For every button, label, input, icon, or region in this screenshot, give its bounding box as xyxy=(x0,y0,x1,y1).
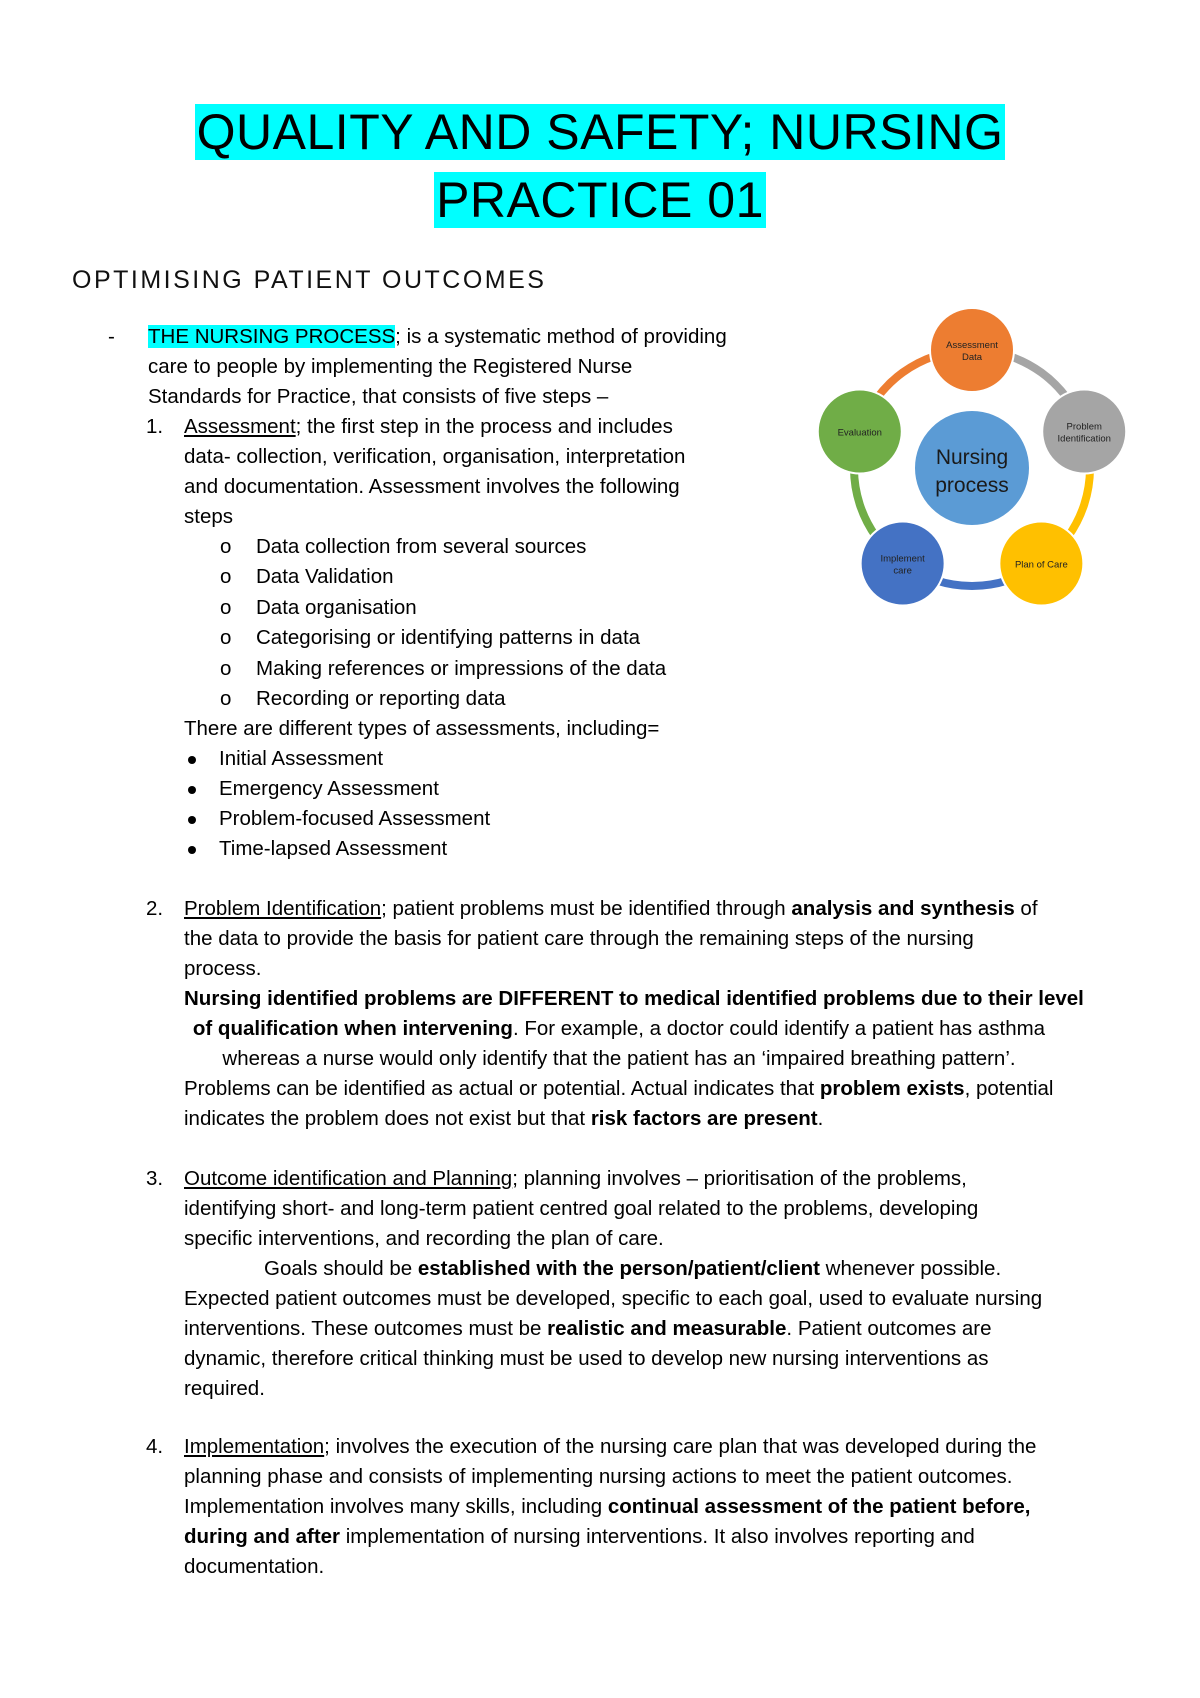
assessment-type-item: Emergency Assessment xyxy=(219,777,439,800)
process-node-label: Plan of Care xyxy=(1014,559,1068,571)
step-2-line-4: Nursing identified problems are DIFFERENT to medical identified problems due to their level xyxy=(184,987,1084,1010)
step-4-line-5: documentation. xyxy=(184,1555,325,1578)
assessment-type-item: Initial Assessment xyxy=(219,747,384,770)
problem-identification-term: Problem Identification xyxy=(184,897,382,920)
substep-item: Categorising or identifying patterns in data xyxy=(256,626,641,650)
step-3-line-2: identifying short- and long-term patient centred goal related to the problems, developing xyxy=(184,1197,979,1220)
substep-marker: o xyxy=(220,687,232,710)
cycle-connector-arc xyxy=(1009,356,1067,398)
assessment-type-item: Problem-focused Assessment xyxy=(219,807,491,830)
types-intro: There are different types of assessments, including= xyxy=(184,717,660,740)
step-1-line-3: and documentation. Assessment involves the following xyxy=(184,475,680,498)
process-node-label: Data xyxy=(961,352,983,363)
step-3-line-3: specific interventions, and recording the plan of care. xyxy=(184,1227,664,1250)
intro-line-2: care to people by implementing the Registered Nurse xyxy=(148,355,633,378)
substep-item: Data organisation xyxy=(256,595,417,619)
step-2-line-7: Problems can be identified as actual or potential. Actual indicates that problem exists, potential xyxy=(184,1077,1054,1100)
step-3-line-5: Expected patient outcomes must be developed, specific to each goal, used to evaluate nursing xyxy=(184,1287,1043,1310)
step-3-line-6: interventions. These outcomes must be realistic and measurable. Patient outcomes are xyxy=(184,1317,992,1340)
bullet-icon xyxy=(188,816,196,824)
step-2-line-5: of qualification when intervening. For example, a doctor could identify a patient has asthma xyxy=(192,1017,1046,1040)
center-label-line-2: process xyxy=(935,474,1009,497)
step-2-line-8: indicates the problem does not exist but that risk factors are present. xyxy=(184,1107,824,1130)
step-3-line-7: dynamic, therefore critical thinking must be used to develop new nursing interventions as xyxy=(184,1347,989,1370)
substep-marker: o xyxy=(220,656,232,680)
step-3-line-4: Goals should be established with the person/patient/client whenever possible. xyxy=(264,1257,1002,1280)
step-2-line-6: whereas a nurse would only identify that the patient has an ‘impaired breathing pattern’. xyxy=(222,1047,1016,1070)
step-3-line-8: required. xyxy=(184,1377,265,1400)
step-4-line-1: Implementation; involves the execution of the nursing care plan that was developed during the xyxy=(184,1435,1037,1458)
process-node-label: Implement xyxy=(880,553,925,565)
implementation-term: Implementation xyxy=(184,1435,325,1458)
intro-line-1: THE NURSING PROCESS; is a systematic method of providing xyxy=(148,325,727,348)
substep-item: Recording or reporting data xyxy=(256,687,506,710)
assessment-term: Assessment xyxy=(184,415,296,438)
cycle-connector-arc xyxy=(936,580,1008,586)
step-4-line-4: during and after implementation of nursing interventions. It also involves reporting and xyxy=(184,1525,975,1548)
step-1-line-4: steps xyxy=(184,505,233,528)
step-1-line-1: Assessment; the first step in the process and includes xyxy=(184,415,673,438)
nursing-process-term: THE NURSING PROCESS xyxy=(148,325,396,348)
step-1-number: 1. xyxy=(146,415,164,438)
cycle-connector-arc xyxy=(1068,469,1090,537)
section-heading: OPTIMISING PATIENT OUTCOMES xyxy=(72,266,547,294)
process-node-label: Identification xyxy=(1057,433,1111,445)
assessment-type-item: Time-lapsed Assessment xyxy=(219,837,448,860)
nursing-process-diagram xyxy=(800,300,1150,630)
substep-marker: o xyxy=(220,565,232,589)
substep-item: Data Validation xyxy=(256,565,394,589)
title-line-2: PRACTICE 01 xyxy=(436,172,764,228)
step-1-line-2: data- collection, verification, organisation, interpretation xyxy=(184,445,686,468)
center-label-line-1: Nursing xyxy=(935,446,1009,469)
outcome-planning-term: Outcome identification and Planning xyxy=(184,1167,513,1190)
process-node-label: care xyxy=(893,565,912,577)
step-3-number: 3. xyxy=(146,1167,164,1190)
step-3-line-1: Outcome identification and Planning; planning involves – prioritisation of the problems, xyxy=(184,1167,967,1190)
bullet-icon xyxy=(188,786,196,794)
process-node-label: Assessment xyxy=(946,340,998,351)
substep-item: Data collection from several sources xyxy=(256,535,587,558)
bullet-icon xyxy=(188,846,196,854)
step-2-number: 2. xyxy=(146,897,164,920)
step-2-line-3: process. xyxy=(184,957,262,980)
process-node-label: Evaluation xyxy=(837,427,882,439)
substep-marker: o xyxy=(220,595,232,619)
title-line-1: QUALITY AND SAFETY; NURSING xyxy=(196,104,1004,160)
substep-marker: o xyxy=(220,626,232,650)
step-4-line-3: Implementation involves many skills, including continual assessment of the patient before, xyxy=(184,1495,1031,1518)
dash-marker: - xyxy=(108,325,115,348)
substep-item: Making references or impressions of the data xyxy=(256,656,667,680)
intro-line-3: Standards for Practice, that consists of five steps – xyxy=(148,385,609,408)
cycle-connector-arc xyxy=(854,469,876,537)
process-node-label: Problem xyxy=(1066,421,1102,433)
step-4-number: 4. xyxy=(146,1435,164,1458)
bullet-icon xyxy=(188,756,196,764)
substep-marker: o xyxy=(220,535,232,558)
step-4-line-2: planning phase and consists of implementing nursing actions to meet the patient outcomes. xyxy=(184,1465,1013,1488)
cycle-connector-arc xyxy=(877,356,935,398)
step-2-line-2: the data to provide the basis for patient care through the remaining steps of the nursing xyxy=(184,927,974,950)
step-2-line-1: Problem Identification; patient problems must be identified through analysis and synthesis of xyxy=(184,897,1038,920)
